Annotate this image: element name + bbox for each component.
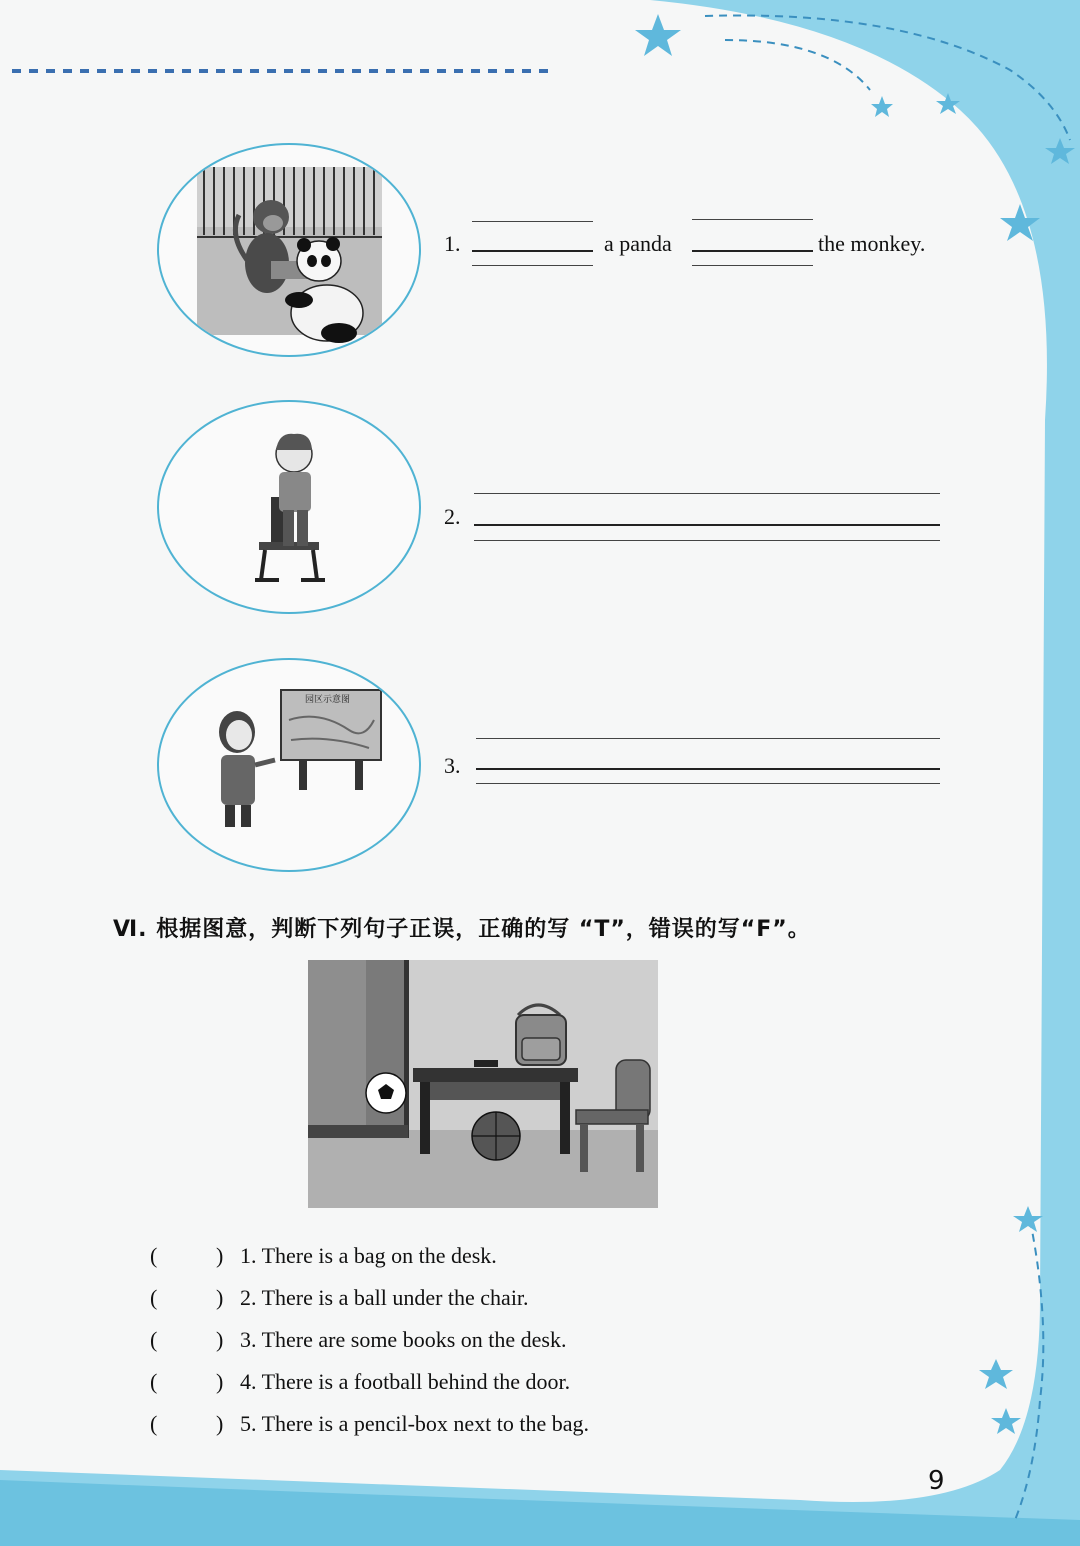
true-false-list [150, 1243, 850, 1453]
statement-text: 2. There is a ball under the chair. [240, 1285, 529, 1310]
question-number-2: 2. [444, 504, 461, 529]
answer-blank[interactable] [170, 1411, 216, 1437]
answer-blank[interactable] [170, 1243, 216, 1269]
page-number: 9 [928, 1466, 945, 1496]
answer-line [472, 265, 593, 266]
picture-room [308, 960, 658, 1208]
paren-close: ) [216, 1243, 224, 1268]
map-board-label: 园区示意图 [305, 695, 351, 705]
answer-line[interactable] [472, 250, 593, 252]
picture-boy-on-chair [157, 400, 421, 614]
answer-line [474, 540, 940, 541]
paren-close: ) [216, 1369, 224, 1394]
answer-blank[interactable] [170, 1327, 216, 1353]
list-item [150, 1285, 850, 1327]
list-item [150, 1243, 850, 1285]
answer-blank[interactable] [170, 1285, 216, 1311]
paren-close: ) [216, 1411, 224, 1436]
answer-blank[interactable] [170, 1369, 216, 1395]
section-title-vi: Ⅵ. 根据图意，判断下列句子正误，正确的写 “T”，错误的写“F”。 [113, 917, 811, 942]
statement-text: 1. There is a bag on the desk. [240, 1243, 497, 1268]
sentence-word-a-panda: a panda [604, 231, 672, 256]
paren-close: ) [216, 1327, 224, 1352]
paren-close: ) [216, 1285, 224, 1310]
answer-line [476, 783, 940, 784]
answer-line [472, 221, 593, 222]
answer-line [474, 493, 940, 494]
question-number-1: 1. [444, 231, 461, 256]
answer-line [692, 265, 813, 266]
picture-monkey-panda [157, 143, 421, 357]
list-item [150, 1411, 850, 1453]
answer-line [692, 219, 813, 220]
answer-line[interactable] [692, 250, 813, 252]
statement-text: 5. There is a pencil-box next to the bag. [240, 1411, 590, 1436]
sentence-word-the-monkey: the monkey. [818, 231, 926, 256]
list-item [150, 1369, 850, 1411]
question-number-3: 3. [444, 753, 461, 778]
answer-line[interactable] [474, 524, 940, 526]
paren-open: ( [150, 1369, 158, 1394]
answer-line[interactable] [476, 768, 940, 770]
list-item [150, 1327, 850, 1369]
paren-open: ( [150, 1327, 158, 1352]
paren-open: ( [150, 1285, 158, 1310]
statement-text: 4. There is a football behind the door. [240, 1369, 571, 1394]
paren-open: ( [150, 1411, 158, 1436]
picture-girl-map-board [157, 658, 421, 872]
statement-text: 3. There are some books on the desk. [240, 1327, 567, 1352]
paren-open: ( [150, 1243, 158, 1268]
answer-line [476, 738, 940, 739]
